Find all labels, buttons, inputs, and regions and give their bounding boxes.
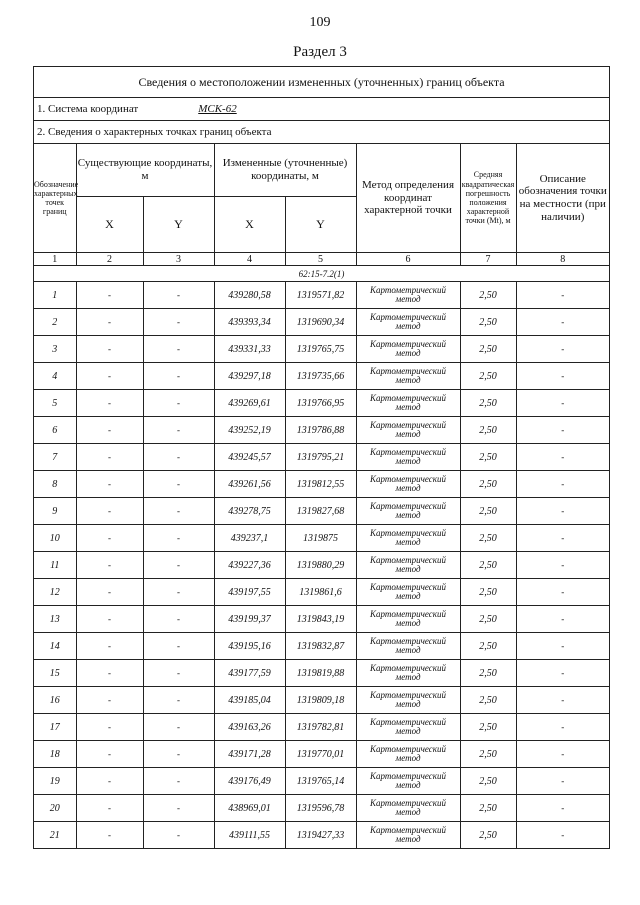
changed-y-value: 1319880,29 <box>285 552 356 579</box>
accuracy-value: 2,50 <box>460 714 516 741</box>
table-row <box>34 795 609 822</box>
description-value: - <box>516 795 609 822</box>
changed-y-value: 1319786,88 <box>285 417 356 444</box>
accuracy-value: 2,50 <box>460 606 516 633</box>
existing-y-value: - <box>143 606 214 633</box>
description-value: - <box>516 822 609 849</box>
existing-y-value: - <box>143 687 214 714</box>
existing-y-value: - <box>143 822 214 849</box>
accuracy-value: 2,50 <box>460 363 516 390</box>
table-row <box>34 390 609 417</box>
method-value: Картометрический метод <box>356 579 460 606</box>
description-value: - <box>516 471 609 498</box>
method-value: Картометрический метод <box>356 498 460 525</box>
existing-y-value: - <box>143 309 214 336</box>
method-value: Картометрический метод <box>356 282 460 309</box>
existing-x-value: - <box>76 417 143 444</box>
point-number: 20 <box>34 795 76 822</box>
accuracy-value: 2,50 <box>460 660 516 687</box>
description-value: - <box>516 606 609 633</box>
point-number: 2 <box>34 309 76 336</box>
changed-x-value: 439280,58 <box>214 282 285 309</box>
changed-y-value: 1319875 <box>285 525 356 552</box>
existing-x-value: - <box>76 768 143 795</box>
changed-y-value: 1319861,6 <box>285 579 356 606</box>
changed-x-value: 439227,36 <box>214 552 285 579</box>
point-number: 7 <box>34 444 76 471</box>
accuracy-value: 2,50 <box>460 633 516 660</box>
table-row <box>34 309 609 336</box>
existing-x-value: - <box>76 606 143 633</box>
col-number: 7 <box>460 253 516 266</box>
accuracy-value: 2,50 <box>460 687 516 714</box>
existing-y-value: - <box>143 660 214 687</box>
accuracy-value: 2,50 <box>460 525 516 552</box>
existing-x-value: - <box>76 525 143 552</box>
point-number: 14 <box>34 633 76 660</box>
table-row <box>34 633 609 660</box>
changed-x-value: 439195,16 <box>214 633 285 660</box>
description-value: - <box>516 687 609 714</box>
col-existing: Существующие координаты, м <box>76 144 214 197</box>
changed-x-value: 439199,37 <box>214 606 285 633</box>
description-value: - <box>516 363 609 390</box>
changed-x-value: 439261,56 <box>214 471 285 498</box>
description-value: - <box>516 741 609 768</box>
method-value: Картометрический метод <box>356 309 460 336</box>
existing-y-value: - <box>143 498 214 525</box>
table-row <box>34 660 609 687</box>
table-row <box>34 282 609 309</box>
point-number: 15 <box>34 660 76 687</box>
table-row <box>34 741 609 768</box>
changed-x-value: 439278,75 <box>214 498 285 525</box>
point-number: 4 <box>34 363 76 390</box>
accuracy-value: 2,50 <box>460 390 516 417</box>
accuracy-value: 2,50 <box>460 741 516 768</box>
changed-y-value: 1319765,75 <box>285 336 356 363</box>
existing-y-value: - <box>143 768 214 795</box>
method-value: Картометрический метод <box>356 525 460 552</box>
table-row <box>34 444 609 471</box>
changed-x-value: 439237,1 <box>214 525 285 552</box>
page-number: 109 <box>309 15 331 30</box>
changed-y-value: 1319832,87 <box>285 633 356 660</box>
changed-y-value: 1319827,68 <box>285 498 356 525</box>
point-number: 1 <box>34 282 76 309</box>
table-row <box>34 822 609 849</box>
method-value: Картометрический метод <box>356 417 460 444</box>
description-value: - <box>516 579 609 606</box>
existing-y-value: - <box>143 390 214 417</box>
existing-x-value: - <box>76 444 143 471</box>
changed-x-value: 439297,18 <box>214 363 285 390</box>
changed-y-value: 1319735,66 <box>285 363 356 390</box>
description-value: - <box>516 417 609 444</box>
table-row <box>34 525 609 552</box>
changed-x-value: 439171,28 <box>214 741 285 768</box>
boundary-points-table <box>34 67 609 848</box>
existing-y-value: - <box>143 714 214 741</box>
changed-x-value: 439163,26 <box>214 714 285 741</box>
existing-y-value: - <box>143 795 214 822</box>
col-number: 6 <box>356 253 460 266</box>
description-value: - <box>516 444 609 471</box>
points-heading: 2. Сведения о характерных точках границ объекта <box>34 121 609 144</box>
accuracy-value: 2,50 <box>460 552 516 579</box>
table-row <box>34 579 609 606</box>
point-number: 21 <box>34 822 76 849</box>
existing-x-value: - <box>76 579 143 606</box>
existing-y-value: - <box>143 579 214 606</box>
accuracy-value: 2,50 <box>460 282 516 309</box>
col-existing-x: X <box>76 197 143 253</box>
table-row <box>34 687 609 714</box>
table-row <box>34 606 609 633</box>
accuracy-value: 2,50 <box>460 471 516 498</box>
description-value: - <box>516 660 609 687</box>
existing-y-value: - <box>143 552 214 579</box>
method-value: Картометрический метод <box>356 687 460 714</box>
coord-system-value: МСК-62 <box>198 103 237 115</box>
changed-x-value: 439111,55 <box>214 822 285 849</box>
accuracy-value: 2,50 <box>460 336 516 363</box>
accuracy-value: 2,50 <box>460 579 516 606</box>
col-number: 2 <box>76 253 143 266</box>
changed-x-value: 439245,57 <box>214 444 285 471</box>
existing-y-value: - <box>143 525 214 552</box>
method-value: Картометрический метод <box>356 768 460 795</box>
point-number: 3 <box>34 336 76 363</box>
existing-x-value: - <box>76 822 143 849</box>
col-accuracy: Средняя квадратическая погрешность положения характерной точки (Mt), м <box>460 144 516 253</box>
existing-y-value: - <box>143 444 214 471</box>
col-designation: Обозначение характерных точек границ <box>34 144 76 253</box>
table-row <box>34 417 609 444</box>
accuracy-value: 2,50 <box>460 795 516 822</box>
point-number: 16 <box>34 687 76 714</box>
coord-system-label: 1. Система координат <box>37 103 139 115</box>
boundary-points-form <box>33 66 610 849</box>
col-number: 5 <box>285 253 356 266</box>
description-value: - <box>516 309 609 336</box>
existing-x-value: - <box>76 660 143 687</box>
changed-y-value: 1319843,19 <box>285 606 356 633</box>
description-value: - <box>516 390 609 417</box>
changed-x-value: 439177,59 <box>214 660 285 687</box>
existing-x-value: - <box>76 471 143 498</box>
accuracy-value: 2,50 <box>460 309 516 336</box>
changed-x-value: 439176,49 <box>214 768 285 795</box>
table-row <box>34 336 609 363</box>
method-value: Картометрический метод <box>356 633 460 660</box>
point-number: 5 <box>34 390 76 417</box>
changed-y-value: 1319812,55 <box>285 471 356 498</box>
changed-y-value: 1319596,78 <box>285 795 356 822</box>
changed-y-value: 1319427,33 <box>285 822 356 849</box>
col-number: 1 <box>34 253 76 266</box>
changed-y-value: 1319809,18 <box>285 687 356 714</box>
table-row <box>34 498 609 525</box>
table-row <box>34 552 609 579</box>
method-value: Картометрический метод <box>356 363 460 390</box>
changed-y-value: 1319765,14 <box>285 768 356 795</box>
existing-x-value: - <box>76 795 143 822</box>
point-number: 18 <box>34 741 76 768</box>
accuracy-value: 2,50 <box>460 822 516 849</box>
existing-y-value: - <box>143 471 214 498</box>
existing-x-value: - <box>76 363 143 390</box>
changed-x-value: 438969,01 <box>214 795 285 822</box>
method-value: Картометрический метод <box>356 471 460 498</box>
existing-x-value: - <box>76 741 143 768</box>
parcel-group-label: 62:15-7.2(1) <box>34 266 609 282</box>
point-number: 11 <box>34 552 76 579</box>
changed-x-value: 439252,19 <box>214 417 285 444</box>
changed-y-value: 1319795,21 <box>285 444 356 471</box>
method-value: Картометрический метод <box>356 795 460 822</box>
col-changed-x: X <box>214 197 285 253</box>
point-number: 19 <box>34 768 76 795</box>
point-number: 6 <box>34 417 76 444</box>
changed-x-value: 439269,61 <box>214 390 285 417</box>
changed-y-value: 1319819,88 <box>285 660 356 687</box>
accuracy-value: 2,50 <box>460 768 516 795</box>
changed-y-value: 1319571,82 <box>285 282 356 309</box>
changed-x-value: 439185,04 <box>214 687 285 714</box>
existing-y-value: - <box>143 336 214 363</box>
point-number: 13 <box>34 606 76 633</box>
point-number: 12 <box>34 579 76 606</box>
changed-x-value: 439393,34 <box>214 309 285 336</box>
description-value: - <box>516 336 609 363</box>
point-number: 10 <box>34 525 76 552</box>
col-changed-y: Y <box>285 197 356 253</box>
method-value: Картометрический метод <box>356 660 460 687</box>
changed-y-value: 1319766,95 <box>285 390 356 417</box>
col-method: Метод определения координат характерной точки <box>356 144 460 253</box>
point-number: 17 <box>34 714 76 741</box>
table-row <box>34 471 609 498</box>
method-value: Картометрический метод <box>356 714 460 741</box>
accuracy-value: 2,50 <box>460 498 516 525</box>
method-value: Картометрический метод <box>356 336 460 363</box>
form-title: Сведения о местоположении измененных (уточненных) границ объекта <box>34 67 609 98</box>
accuracy-value: 2,50 <box>460 417 516 444</box>
table-row <box>34 363 609 390</box>
existing-y-value: - <box>143 417 214 444</box>
existing-x-value: - <box>76 552 143 579</box>
method-value: Картометрический метод <box>356 606 460 633</box>
method-value: Картометрический метод <box>356 552 460 579</box>
changed-y-value: 1319782,81 <box>285 714 356 741</box>
col-number: 8 <box>516 253 609 266</box>
description-value: - <box>516 552 609 579</box>
existing-x-value: - <box>76 336 143 363</box>
method-value: Картометрический метод <box>356 390 460 417</box>
col-number: 3 <box>143 253 214 266</box>
table-row <box>34 768 609 795</box>
existing-y-value: - <box>143 741 214 768</box>
changed-x-value: 439197,55 <box>214 579 285 606</box>
changed-x-value: 439331,33 <box>214 336 285 363</box>
existing-x-value: - <box>76 390 143 417</box>
description-value: - <box>516 282 609 309</box>
existing-y-value: - <box>143 633 214 660</box>
col-existing-y: Y <box>143 197 214 253</box>
changed-y-value: 1319770,01 <box>285 741 356 768</box>
existing-x-value: - <box>76 498 143 525</box>
method-value: Картометрический метод <box>356 444 460 471</box>
col-number: 4 <box>214 253 285 266</box>
method-value: Картометрический метод <box>356 822 460 849</box>
description-value: - <box>516 768 609 795</box>
description-value: - <box>516 525 609 552</box>
col-changed: Измененные (уточненные) координаты, м <box>214 144 356 197</box>
existing-x-value: - <box>76 633 143 660</box>
existing-x-value: - <box>76 687 143 714</box>
existing-y-value: - <box>143 363 214 390</box>
col-description: Описание обозначения точки на местности (при наличии) <box>516 144 609 253</box>
existing-x-value: - <box>76 282 143 309</box>
method-value: Картометрический метод <box>356 741 460 768</box>
coord-system-row <box>34 98 609 121</box>
existing-y-value: - <box>143 282 214 309</box>
changed-y-value: 1319690,34 <box>285 309 356 336</box>
point-number: 9 <box>34 498 76 525</box>
section-title: Раздел 3 <box>293 44 347 60</box>
existing-x-value: - <box>76 714 143 741</box>
point-number: 8 <box>34 471 76 498</box>
accuracy-value: 2,50 <box>460 444 516 471</box>
description-value: - <box>516 498 609 525</box>
description-value: - <box>516 714 609 741</box>
table-row <box>34 714 609 741</box>
description-value: - <box>516 633 609 660</box>
existing-x-value: - <box>76 309 143 336</box>
